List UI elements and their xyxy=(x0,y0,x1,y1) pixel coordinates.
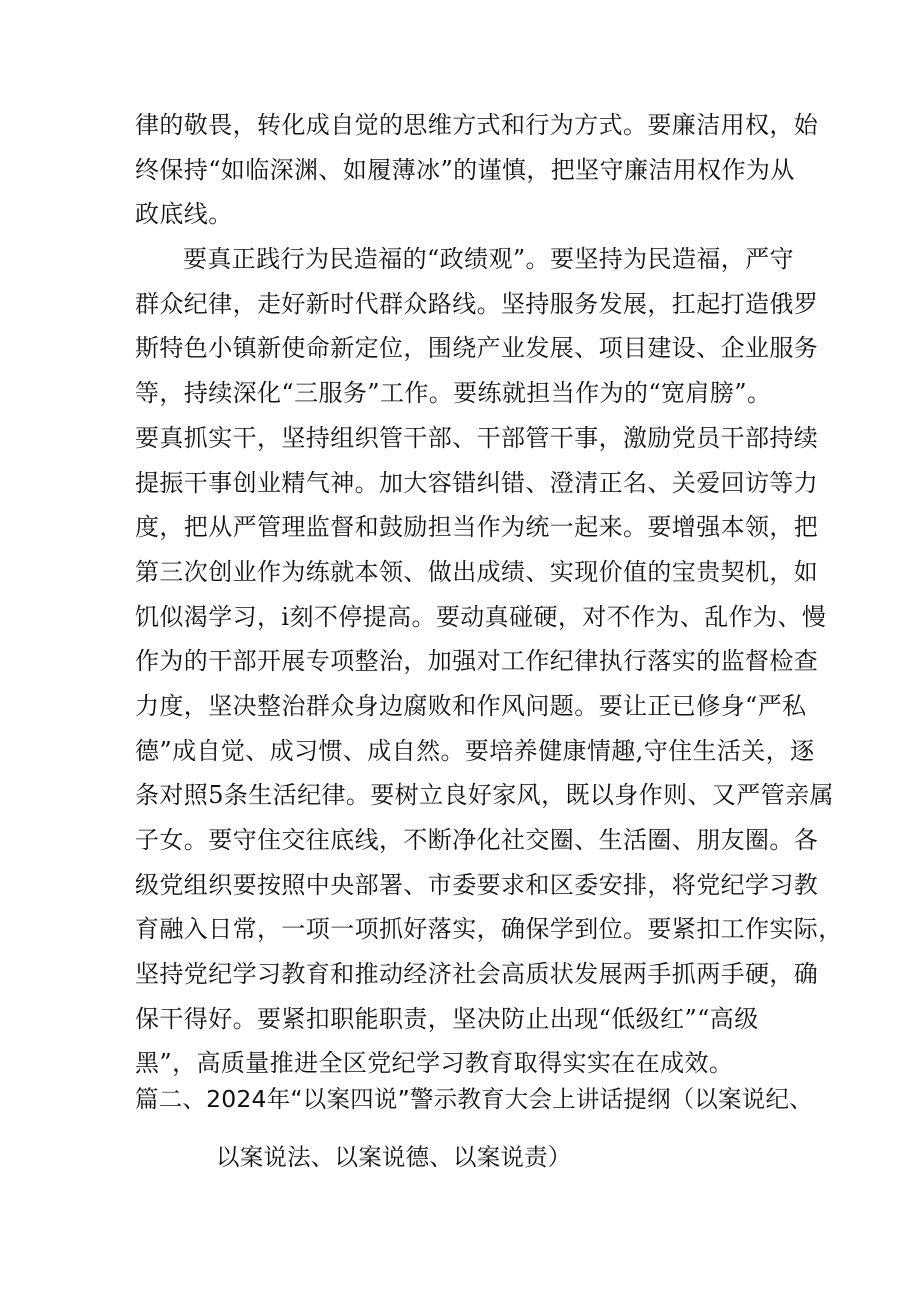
body-line: 力度，坚决整治群众身边腐败和作风问题。要让正已修身“严私 xyxy=(135,691,807,720)
body-line: 保干得好。要紧扣职能职责，坚决防止出现“低级红”“高级 xyxy=(135,1004,759,1033)
body-line: 终保持“如临深渊、如履薄冰”的谨慎，把坚守廉洁用权作为从 xyxy=(135,155,795,184)
body-line: 德”成自觉、成习惯、成自然。要培养健康情趣,守住生活关，逐 xyxy=(135,736,815,765)
body-line: 提振干事创业精气神。加大容错纠错、澄清正名、关爱回访等力 xyxy=(135,468,819,497)
body-text xyxy=(135,103,843,1086)
body-line: 子女。要守住交往底线，不断净化社交圈、生活圈、朋友圈。各 xyxy=(135,826,819,854)
body-line: 育融入日常，一项一项抓好落实，确保学到位。要紧扣工作实际， xyxy=(135,915,843,944)
body-line: 条对照5条生活纪律。要树立良好家风，既以身作则、又严管亲属 xyxy=(135,781,834,810)
body-line: 黑”，高质量推进全区党纪学习教育取得实实在在成效。 xyxy=(135,1049,734,1078)
body-line: 等，持续深化“三服务”工作。要练就担当作为的“宽肩膀”。 xyxy=(135,379,772,408)
body-line: 度，把从严管理监督和鼓励担当作为统一起来。要增强本领，把 xyxy=(135,513,819,542)
section-heading-line-1: 篇二、2024年“以案四说”警示教育大会上讲话提纲（以案说纪、 xyxy=(135,1085,813,1113)
body-line: 作为的干部开展专项整治，加强对工作纪律执行落实的监督检查 xyxy=(135,647,819,676)
section-heading-line-2: 以案说法、以案说德、以案说责） xyxy=(216,1143,572,1171)
body-line: 饥似渴学习，i刻不停提高。要动真碰硬，对不作为、乱作为、慢 xyxy=(135,602,827,631)
body-line: 要真抓实干，坚持组织管干部、干部管干事，激励党员干部持续 xyxy=(135,423,819,452)
body-line: 坚持党纪学习教育和推动经济社会高质状发展两手抓两手硬，确 xyxy=(135,960,819,989)
body-line: 第三次创业作为练就本领、做出成绩、实现价值的宝贵契机，如 xyxy=(135,557,819,586)
body-line: 律的敬畏，转化成自觉的思维方式和行为方式。要廉洁用权，始 xyxy=(135,111,819,139)
body-line: 斯特色小镇新使命新定位，围绕产业发展、项目建设、企业服务 xyxy=(135,334,819,363)
body-line: 级党组织要按照中央部署、市委要求和区委安排，将党纪学习教 xyxy=(135,870,819,899)
body-line: 群众纪律，走好新时代群众路线。坚持服务发展，扛起打造俄罗 xyxy=(135,289,819,318)
body-line: 政底线。 xyxy=(135,200,233,229)
body-line: 要真正践行为民造福的“政绩观”。要坚持为民造福，严守 xyxy=(183,245,794,274)
